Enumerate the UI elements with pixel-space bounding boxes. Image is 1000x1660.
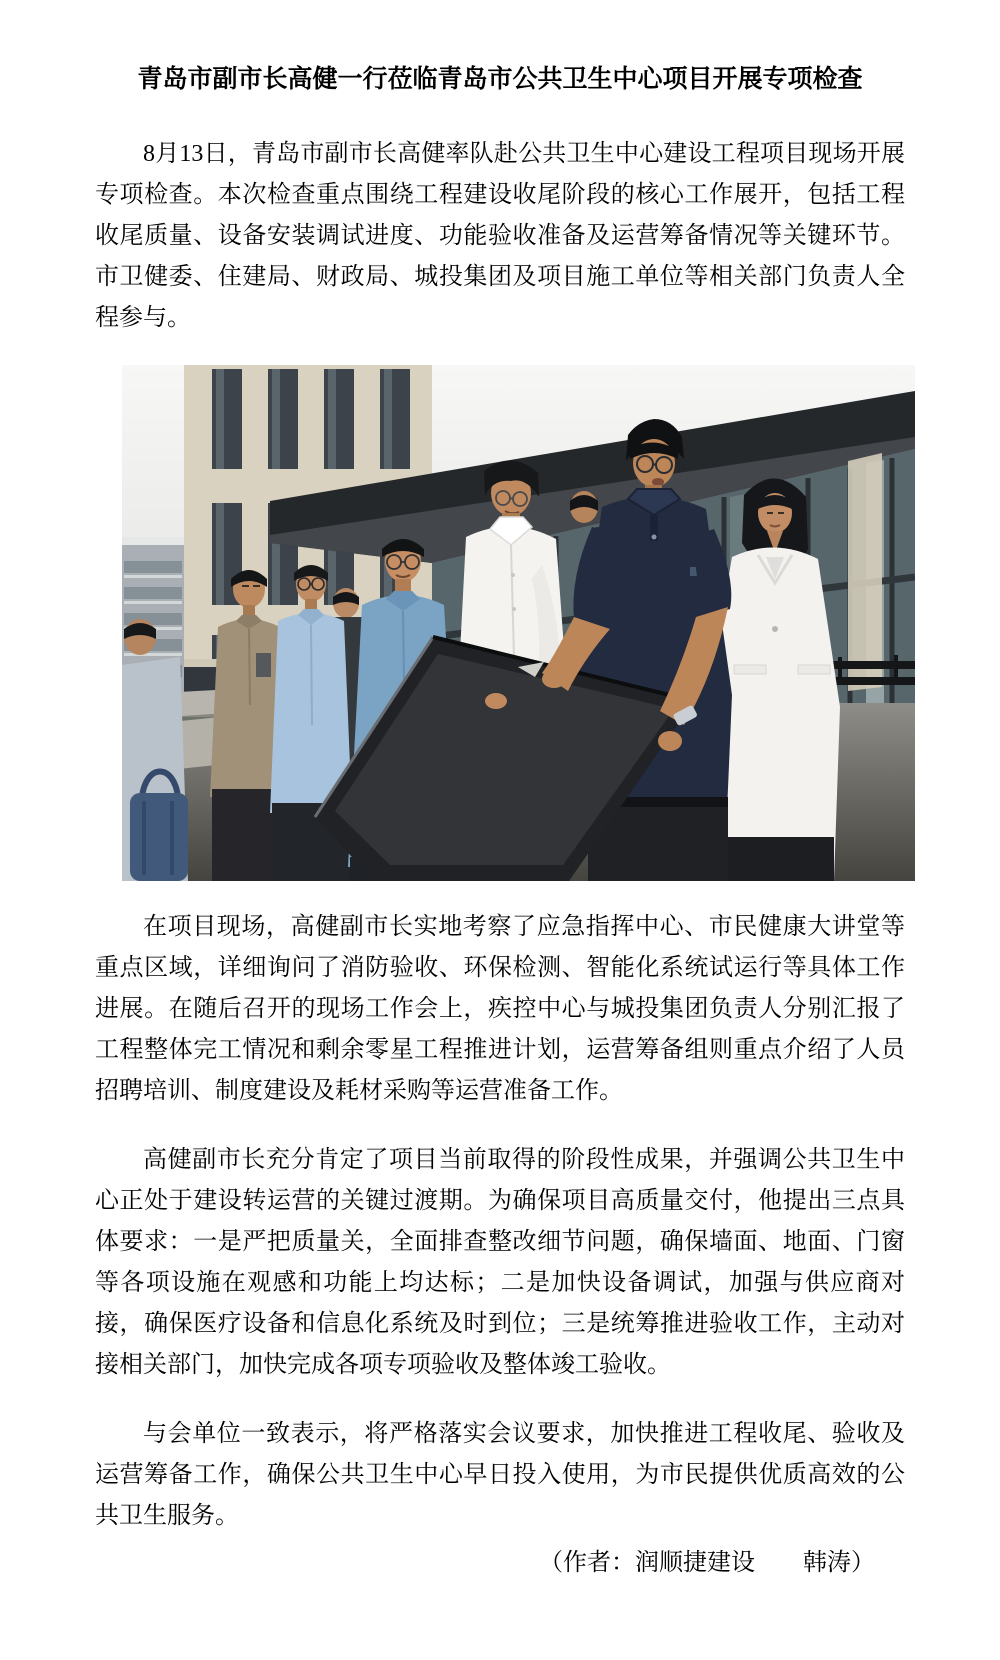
article-paragraph-2: 在项目现场，高健副市长实地考察了应急指挥中心、市民健康大讲堂等重点区域，详细询问了消防验收、环保检测、智能化系统试运行等具体工作进展。在随后召开的现场工作会上，疾控中心与城投集团负责人分别汇报了工程整体完工情况和剩余零星工程推进计划，运营筹备组则重点介绍了人员招聘培训、制度建设及耗材采购等运营准备工作。 [95,914,905,1104]
article-byline: （作者：润顺捷建设 韩涛） [539,1550,875,1576]
article-paragraph-1: 8月13日，青岛市副市长高健率队赴公共卫生中心建设工程项目现场开展专项检查。本次检查重点围绕工程建设收尾阶段的核心工作展开，包括工程收尾质量、设备安装调试进度、功能验收准备及运营筹备情况等关键环节。市卫健委、住建局、财政局、城投集团及项目施工单位等相关部门负责人全程参与。 [95,141,905,331]
site-inspection-photo-illustration [122,365,915,881]
article-paragraph-4: 与会单位一致表示，将严格落实会议要求，加快推进工程收尾、验收及运营筹备工作，确保公共卫生中心早日投入使用，为市民提供优质高效的公共卫生服务。 [95,1421,905,1529]
article-title: 青岛市副市长高健一行莅临青岛市公共卫生中心项目开展专项检查 [137,65,863,93]
article-paragraph-3: 高健副市长充分肯定了项目当前取得的阶段性成果，并强调公共卫生中心正处于建设转运营的关键过渡期。为确保项目高质量交付，他提出三点具体要求：一是严把质量关，全面排查整改细节问题，确保墙面、地面、门窗等各项设施在观感和功能上均达标；二是加快设备调试，加强与供应商对接，确保医疗设备和信息化系统及时到位；三是统筹推进验收工作，主动对接相关部门，加快完成各项专项验收及整体竣工验收。 [95,1147,905,1378]
article-photo [122,365,915,881]
